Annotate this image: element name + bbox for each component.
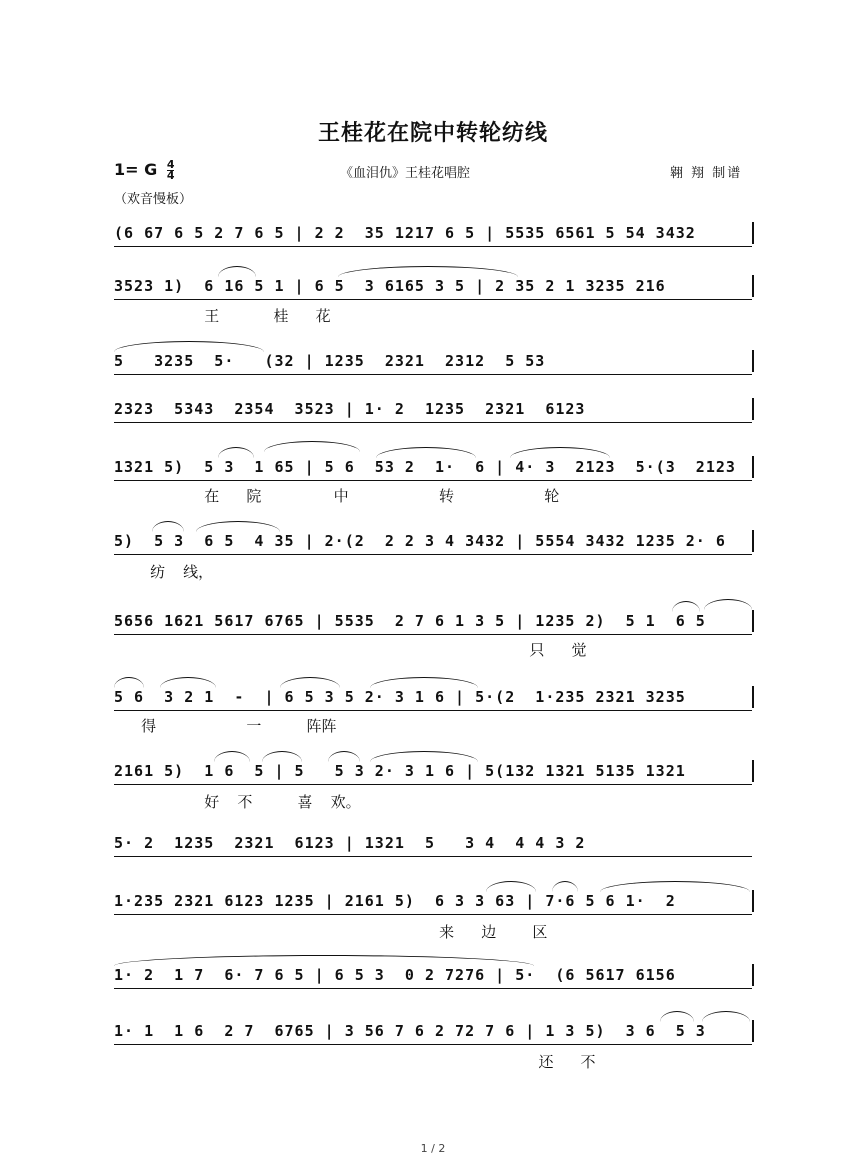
- slur: [264, 441, 360, 452]
- notation-line: 2161 5) 1 6 5 | 5 5 3 2· 3 1 6 | 5(132 1321 5135 1321: [114, 762, 686, 780]
- notation-line: 5 3235 5· (32 | 1235 2321 2312 5 53: [114, 352, 546, 370]
- key-signature: [114, 160, 174, 181]
- slur: [600, 881, 750, 892]
- barline: [752, 610, 754, 632]
- barline: [752, 456, 754, 478]
- slur: [114, 677, 144, 688]
- arranger-label: 翱 翔 制谱: [670, 166, 743, 181]
- notation-line: 5656 1621 5617 6765 | 5535 2 7 6 1 3 5 | 1235 2) 5 1 6 5: [114, 612, 706, 630]
- slur: [214, 751, 250, 762]
- slur: [160, 677, 216, 688]
- lyrics-line: 只 觉: [114, 641, 587, 659]
- barline: [752, 964, 754, 986]
- barline: [752, 1020, 754, 1042]
- beat-underline: [114, 1044, 752, 1045]
- notation-line: 3523 1) 6 16 5 1 | 6 5 3 6165 3 5 | 2 35 2 1 3235 216: [114, 277, 666, 295]
- notation-line: 2323 5343 2354 3523 | 1· 2 1235 2321 6123: [114, 400, 586, 418]
- barline: [752, 890, 754, 912]
- barline: [752, 275, 754, 297]
- notation-line: 1· 2 1 7 6· 7 6 5 | 6 5 3 0 2 7276 | 5· (6 5617 6156: [114, 966, 676, 984]
- beat-underline: [114, 299, 752, 300]
- barline: [752, 760, 754, 782]
- slur: [338, 266, 518, 277]
- slur: [328, 751, 360, 762]
- beat-underline: [114, 480, 752, 481]
- barline: [752, 350, 754, 372]
- slur: [704, 599, 752, 610]
- lyrics-line: 还 不: [114, 1053, 596, 1071]
- notation-line: 1321 5) 5 3 1 65 | 5 6 53 2 1· 6 | 4· 3 2123 5·(3 2123: [114, 458, 736, 476]
- slur: [510, 447, 610, 458]
- slur: [218, 266, 256, 277]
- lyrics-line: 好 不 喜 欢。: [114, 793, 361, 811]
- notation-line: 1· 1 1 6 2 7 6765 | 3 56 7 6 2 72 7 6 | 1 3 5) 3 6 5 3: [114, 1022, 706, 1040]
- slur: [262, 751, 302, 762]
- slur: [376, 447, 476, 458]
- page-number: 1 / 2: [420, 1142, 446, 1155]
- source-label: 《血泪仇》王桂花唱腔: [340, 166, 471, 181]
- time-sig-top: 4: [166, 158, 175, 171]
- slur: [114, 955, 534, 966]
- barline: [752, 530, 754, 552]
- barline: [752, 686, 754, 708]
- tempo-marking: （欢音慢板）: [114, 192, 193, 207]
- slur: [152, 521, 184, 532]
- notation-line: 1·235 2321 6123 1235 | 2161 5) 6 3 3 63 | 7·6 5 6 1· 2: [114, 892, 676, 910]
- lyrics-line: 在 院 中 转 轮: [114, 487, 560, 505]
- beat-underline: [114, 710, 752, 711]
- time-sig-bottom: 4: [166, 169, 175, 182]
- slur: [114, 341, 264, 352]
- lyrics-line: 纺 线，: [114, 563, 214, 581]
- slur: [370, 677, 478, 688]
- page-title: 王桂花在院中转轮纺线: [317, 121, 548, 146]
- slur: [702, 1011, 750, 1022]
- beat-underline: [114, 246, 752, 247]
- notation-line: 5· 2 1235 2321 6123 | 1321 5 3 4 4 4 3 2: [114, 834, 586, 852]
- lyrics-line: 来 边 区: [114, 923, 548, 941]
- slur: [552, 881, 578, 892]
- beat-underline: [114, 988, 752, 989]
- beat-underline: [114, 634, 752, 635]
- time-signature: [167, 160, 175, 181]
- notation-line: 5 6 3 2 1 - | 6 5 3 5 2· 3 1 6 | 5·(2 1·235 2321 3235: [114, 688, 686, 706]
- notation-line: 5) 5 3 6 5 4 35 | 2·(2 2 2 3 4 3432 | 5554 3432 1235 2· 6: [114, 532, 726, 550]
- lyrics-line: 王 桂 花: [114, 307, 331, 325]
- beat-underline: [114, 914, 752, 915]
- slur: [672, 601, 700, 612]
- lyrics-line: 得 一 阵阵: [114, 717, 337, 735]
- barline: [752, 222, 754, 244]
- slur: [370, 751, 478, 762]
- beat-underline: [114, 554, 752, 555]
- slur: [218, 447, 254, 458]
- slur: [660, 1011, 694, 1022]
- slur: [486, 881, 536, 892]
- slur: [196, 521, 280, 532]
- slur: [280, 677, 340, 688]
- beat-underline: [114, 374, 752, 375]
- beat-underline: [114, 784, 752, 785]
- notation-line: (6 67 6 5 2 7 6 5 | 2 2 35 1217 6 5 | 5535 6561 5 54 3432: [114, 224, 696, 242]
- beat-underline: [114, 856, 752, 857]
- key-label: 1= G: [114, 160, 158, 179]
- beat-underline: [114, 422, 752, 423]
- barline: [752, 398, 754, 420]
